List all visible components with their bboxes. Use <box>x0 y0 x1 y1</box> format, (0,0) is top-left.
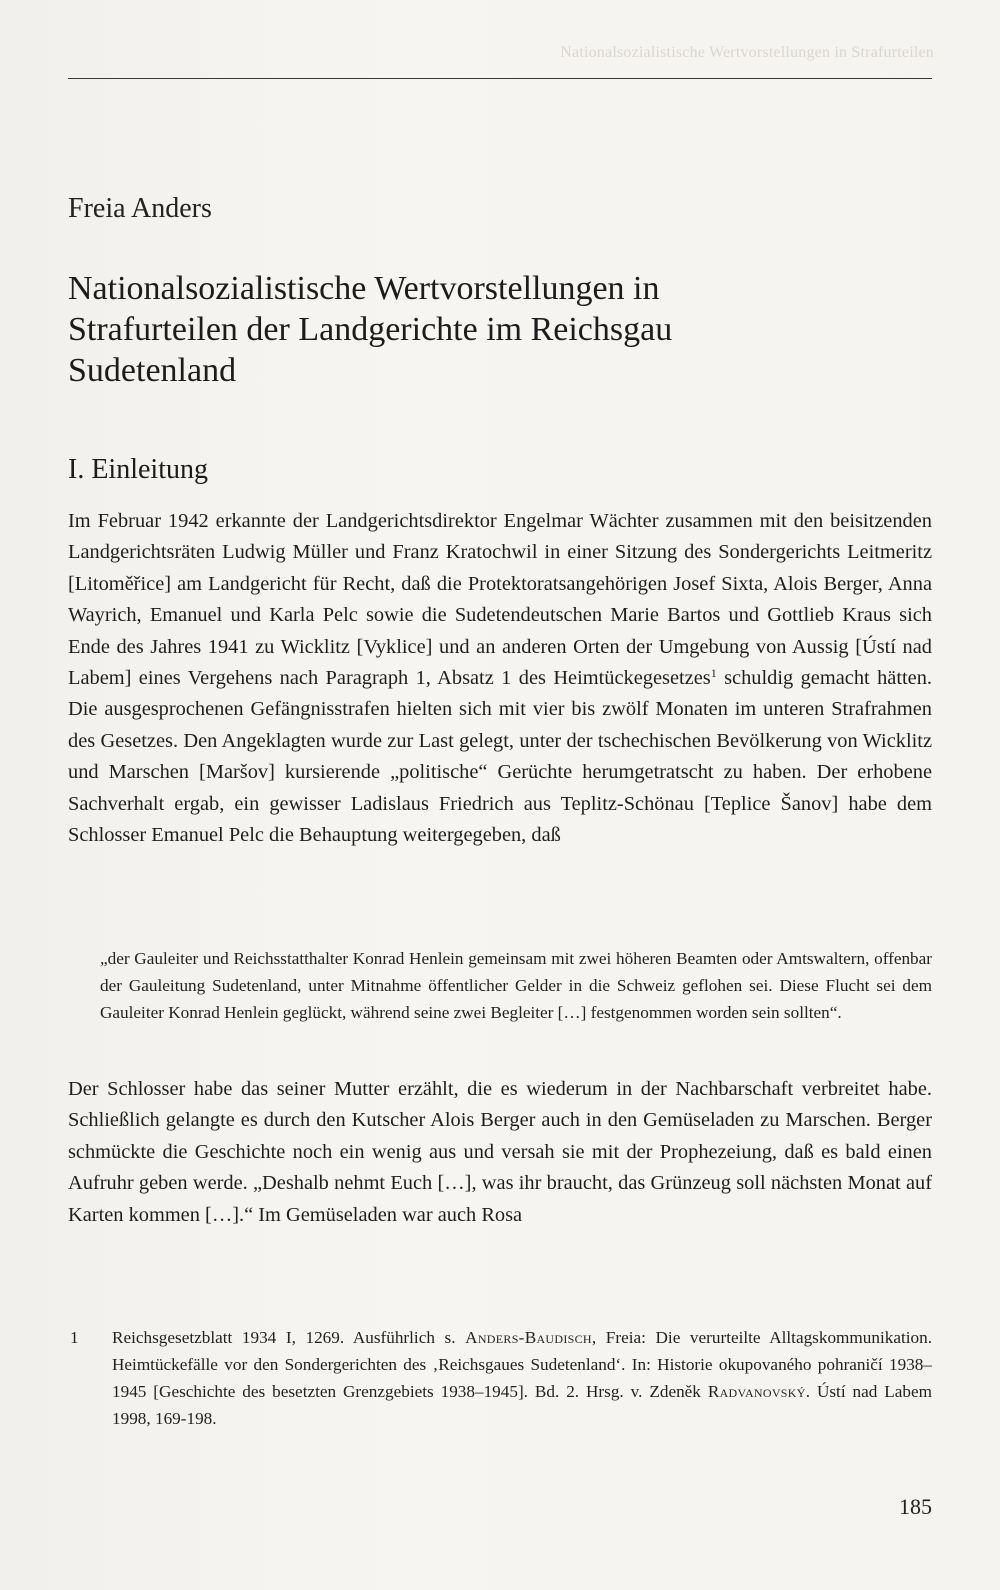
body-paragraph-1 <box>68 506 932 851</box>
block-quote: „der Gauleiter und Reichsstatthalter Konrad Henlein gemeinsam mit zwei höheren Beamten oder Amtswaltern, offenbar der Gauleitung Sudetenland, unter Mitnahme öffentlicher Gelder in die Schweiz geflohen sei. Diese Flucht sei dem Gauleiter Konrad Henlein geglückt, während seine zwei Begleiter […] festgenommen worden sein sollten“. <box>100 949 932 1023</box>
footnote-author: Anders-Baudisch <box>465 1328 592 1347</box>
footnote-text-c: . Ústí nad Labem 1998, 169-198. <box>112 1382 932 1428</box>
title-line-2: Strafurteilen der Landgerichte im Reichsgau <box>68 311 673 348</box>
title-line-3: Sudetenland <box>68 352 237 389</box>
section-heading: I. Einleitung <box>68 454 208 485</box>
author-name: Freia Anders <box>68 193 212 224</box>
page-number: 185 <box>899 1494 932 1519</box>
footnote-text-b: , Freia: Die verurteilte Alltagskommunikation. Heimtückefälle vor den Sondergerichten des ‚Reichsgaues Sudetenland‘. In: Historie okupovaného pohraničí 1938–1945 [Geschichte des besetzten Grenzgebiets 1938–1945]. Bd. 2. Hrsg. v. Zdeněk <box>112 1328 933 1401</box>
body-paragraph-2: Der Schlosser habe das seiner Mutter erzählt, die es wiederum in der Nachbarschaft verbreitet habe. Schließlich gelangte es durch den Kutscher Alois Berger auch in den Gemüseladen zu Marschen. Berger schmückte die Geschichte noch ein wenig aus und versah sie mit der Prophezeiung, daß es bald einen Aufruhr geben werde. „Deshalb nehmt Euch […], was ihr braucht, das Grünzeug soll nächsten Monat auf Karten kommen […].“ Im Gemüseladen war auch Rosa <box>68 1078 932 1226</box>
footnote <box>68 1324 932 1432</box>
footnote-text <box>112 1324 932 1432</box>
article-title <box>68 268 932 391</box>
paragraph-1-text-a: Im Februar 1942 erkannte der Landgerichtsdirektor Engelmar Wächter zusammen mit den beisitzenden Landgerichtsräten Ludwig Müller und Franz Kratochwil in einer Sitzung des Sondergerichts Leitmeritz [Litoměřice] am Landgericht für Recht, daß die Protektoratsangehörigen Josef Sixta, Alois Berger, Anna Wayrich, Emanuel und Karla Pelc sowie die Sudetendeutschen Marie Bartos und Gottlieb Kraus sich Ende des Jahres 1941 zu Wicklitz [Vyklice] und an anderen Orten der Umgebung von Aussig [Ústí nad Labem] eines Vergehens nach Paragraph 1, Absatz 1 des Heimtückegesetzes <box>68 510 932 690</box>
footnote-reference[interactable]: 1 <box>710 666 717 681</box>
footnote-number: 1 <box>70 1328 79 1347</box>
header-rule <box>68 78 932 79</box>
paragraph-1-text-b: schuldig gemacht hätten. Die ausgesprochenen Gefängnisstrafen hielten sich mit vier bis zwölf Monaten im unteren Strafrahmen des Gesetzes. Den Angeklagten wurde zur Last gelegt, unter der tschechischen Bevölkerung von Wicklitz und Marschen [Maršov] kursierende „politische“ Gerüchte herumgetratscht zu haben. Der erhobene Sachverhalt ergab, ein gewisser Ladislaus Friedrich aus Teplitz-Schönau [Teplice Šanov] habe dem Schlosser Emanuel Pelc die Behauptung weitergegeben, daß <box>68 667 932 847</box>
footnote-text-a: Reichsgesetzblatt 1934 I, 1269. Ausführlich s. <box>112 1328 466 1347</box>
bleed-through-running-head: Nationalsozialistische Wertvorstellungen in Strafurteilen <box>560 44 934 61</box>
footnote-editor: Radvanovský <box>707 1382 806 1401</box>
title-line-1: Nationalsozialistische Wertvorstellungen in <box>68 270 660 307</box>
